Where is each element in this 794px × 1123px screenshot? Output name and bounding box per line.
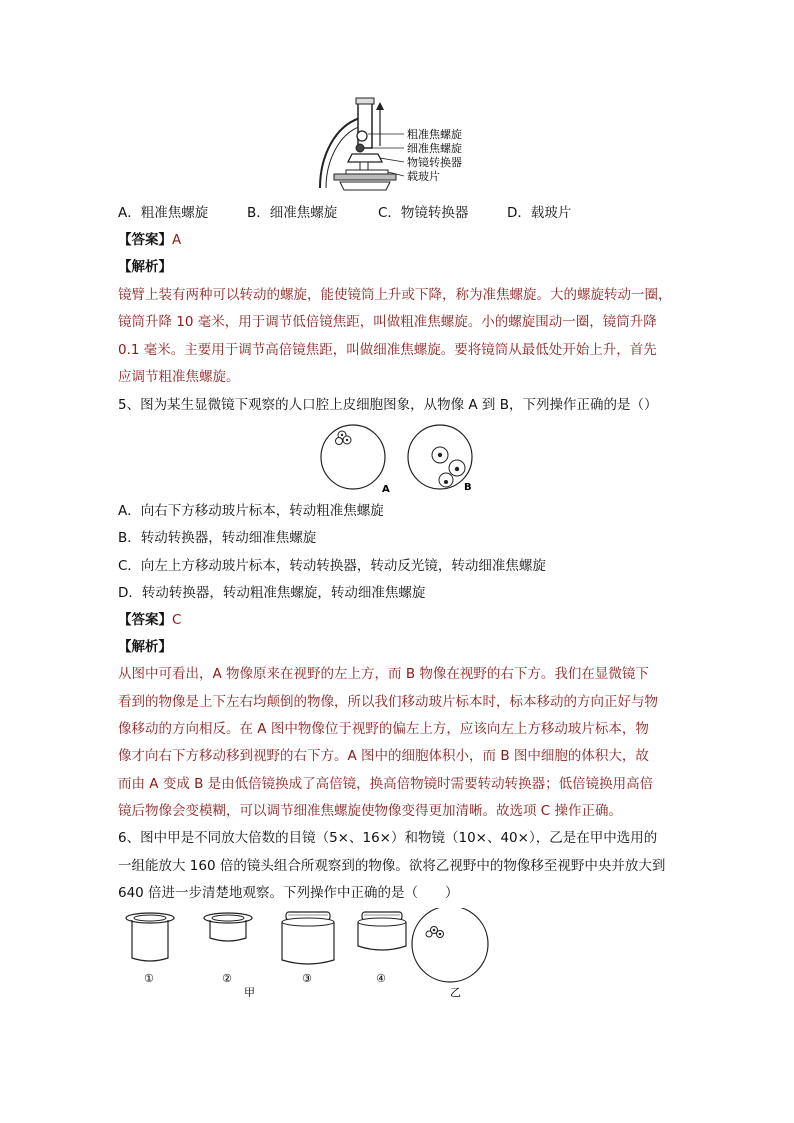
q5-figure xyxy=(318,422,488,494)
answer-value: C xyxy=(172,612,182,628)
fig-label-coarse: 粗准焦螺旋 xyxy=(407,128,462,141)
q5-analysis-tag: 【解析】 xyxy=(118,639,172,655)
q4-option-a: A．粗准焦螺旋 xyxy=(118,205,209,221)
q6-figure xyxy=(118,908,498,998)
q4-analysis-line-4: 应调节粗准焦螺旋。 xyxy=(118,369,240,385)
q4-option-c: C．物镜转换器 xyxy=(378,205,469,221)
q4-analysis-line-2: 镜筒升降 10 毫米，用于调节低倍镜焦距，叫做粗准焦螺旋。小的螺旋围动一圈，镜筒升降 xyxy=(118,314,657,330)
nosepiece xyxy=(348,154,382,162)
group-label-jia: 甲 xyxy=(244,986,255,998)
slide xyxy=(346,170,388,174)
lens-1 xyxy=(126,913,174,961)
q6-stem-line-3: 640 倍进一步清楚地观察。下列操作中正确的是（ ） xyxy=(118,885,459,901)
q5-analysis-line-3: 像移动的方向相反。在 A 图中物像位于视野的偏左上方，应该向左上方移动玻片标本，物 xyxy=(118,721,649,737)
stage xyxy=(334,174,396,180)
eyepiece xyxy=(356,98,374,104)
fig-label-fine: 细准焦螺旋 xyxy=(407,142,462,155)
q5-analysis-line-5: 而由 A 变成 B 是由低倍镜换成了高倍镜，换高倍物镜时需要转动转换器；低倍镜换用高倍 xyxy=(118,776,654,792)
lens-4 xyxy=(358,912,406,950)
view-a xyxy=(321,425,385,489)
q5-option-c: C．向左上方移动玻片标本，转动转换器，转动反光镜，转动细准焦螺旋 xyxy=(118,558,546,574)
q5-analysis-line-6: 镜后物像会变模糊，可以调节细准焦螺旋使物像变得更加清晰。故选项 C 操作正确。 xyxy=(118,803,623,819)
lens-3 xyxy=(282,912,334,964)
answer-tag: 【答案】 xyxy=(118,612,172,628)
q4-analysis-line-3: 0.1 毫米。主要用于调节高倍镜焦距，叫做细准焦螺旋。要将镜筒从最低处开始上升，首先 xyxy=(118,342,657,358)
q5-answer xyxy=(118,610,181,630)
q4-option-b: B．细准焦螺旋 xyxy=(247,205,338,221)
fig-label-slide: 载玻片 xyxy=(407,170,440,183)
q6-stem-line-2: 一组能放大 160 倍的镜头组合所观察到的物像。欲将乙视野中的物像移至视野中央并放大到 xyxy=(118,858,666,874)
lens-label-1: ① xyxy=(144,972,154,985)
q5-option-b: B．转动转换器，转动细准焦螺旋 xyxy=(118,530,317,546)
coarse-knob xyxy=(357,131,367,141)
view-yi xyxy=(412,908,488,982)
q4-option-d: D．载玻片 xyxy=(507,205,572,221)
q5-option-d: D．转动转换器，转动粗准焦螺旋，转动细准焦螺旋 xyxy=(118,585,426,601)
cell-a-3 xyxy=(336,438,343,445)
q5-option-a: A．向右下方移动玻片标本，转动粗准焦螺旋 xyxy=(118,503,384,519)
q6-stem-line-1: 6、图中甲是不同放大倍数的目镜（5×、16×）和物镜（10×、40×），乙是在甲中选用的 xyxy=(118,830,658,846)
answer-tag: 【答案】 xyxy=(118,232,172,248)
fig-label-turret: 物镜转换器 xyxy=(407,156,462,169)
q5-analysis-line-1: 从图中可看出，A 物像原来在视野的左上方，而 B 物像在视野的右下方。我们在显微镜下 xyxy=(118,666,649,682)
lens-label-2: ② xyxy=(222,972,232,985)
q4-analysis-line-1: 镜臂上装有两种可以转动的螺旋，能使镜筒上升或下降，称为准焦螺旋。大的螺旋转动一圈， xyxy=(118,287,672,303)
q4-analysis-tag: 【解析】 xyxy=(118,259,172,275)
q5-analysis-line-4: 像才向右下方移动移到视野的右下方。A 图中的细胞体积小，而 B 图中细胞的体积大，故 xyxy=(118,748,649,764)
up-arrow-head xyxy=(376,102,384,110)
q5-stem: 5、图为某生显微镜下观察的人口腔上皮细胞图象，从物像 A 到 B，下列操作正确的是（） xyxy=(118,397,658,413)
group-label-yi: 乙 xyxy=(450,986,461,998)
q4-answer xyxy=(118,230,181,250)
answer-value: A xyxy=(172,232,182,248)
label-a: A xyxy=(382,484,390,494)
stage-clip xyxy=(340,182,390,190)
lens-label-4: ④ xyxy=(376,972,386,985)
microscope-figure xyxy=(300,96,490,194)
q5-analysis-line-2: 看到的物像是上下左右均颠倒的物像，所以我们移动玻片标本时，标本移动的方向正好与物 xyxy=(118,694,658,710)
label-b: B xyxy=(464,482,472,493)
lens-2 xyxy=(204,913,252,941)
fine-knob xyxy=(356,144,364,152)
lens-label-3: ③ xyxy=(302,972,312,985)
